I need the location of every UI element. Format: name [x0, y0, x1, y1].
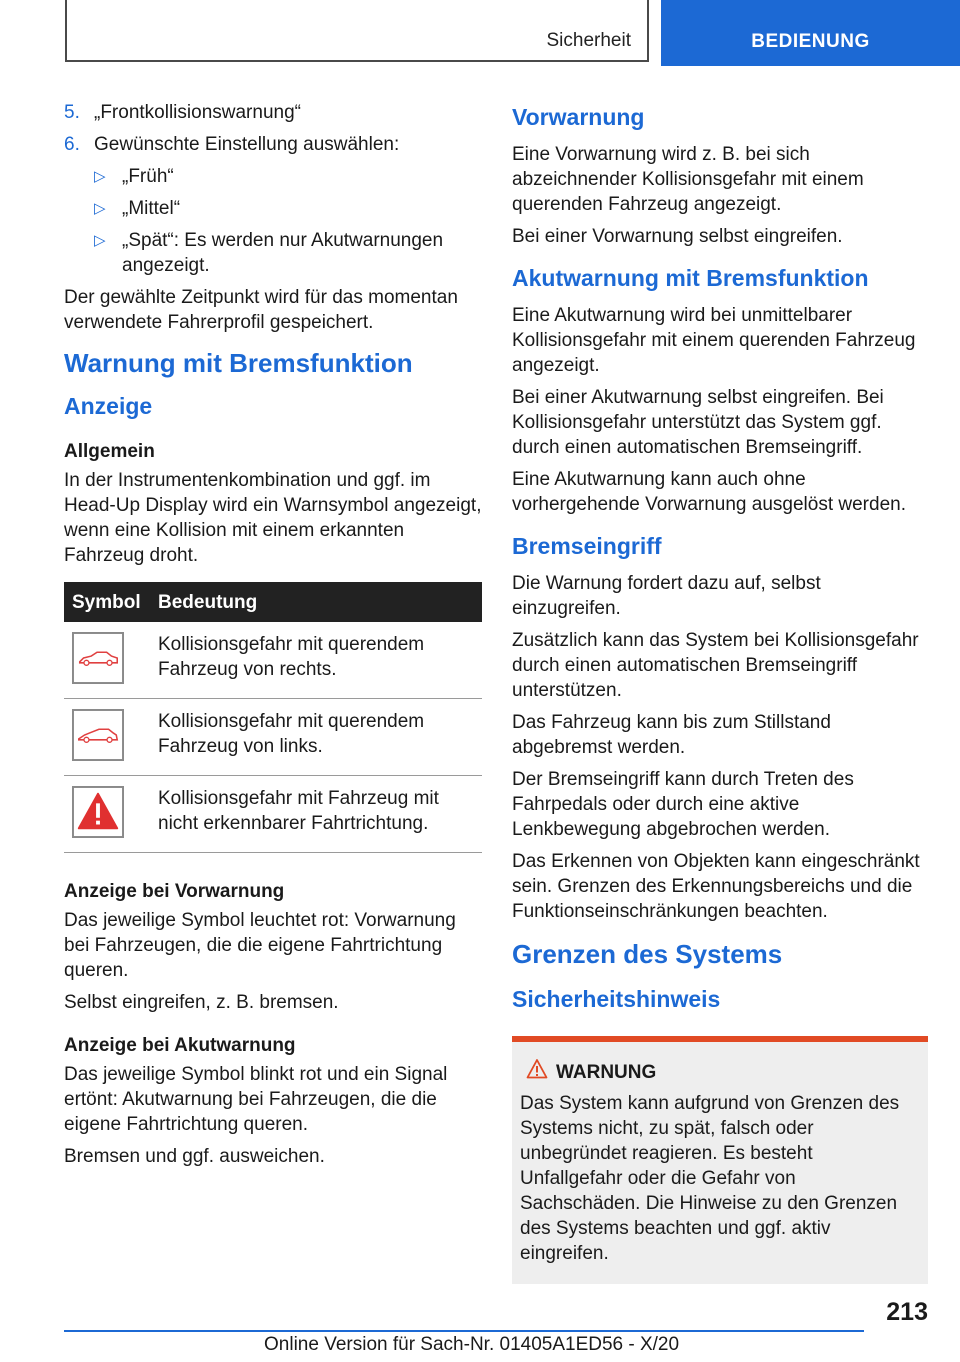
heading-bremseingriff: Bremseingriff — [512, 533, 662, 559]
list-item: 6. Gewünschte Einstellung auswählen: — [64, 134, 400, 155]
paragraph: Bei einer Vorwarnung selbst eingreifen. — [512, 226, 843, 247]
heading-vorwarnung-anzeige: Anzeige bei Vorwarnung — [64, 881, 285, 902]
paragraph: Eine Akutwarnung wird bei unmittelbarer Kollisionsgefahr mit einem querenden Fahrzeug angezeigt. — [512, 305, 916, 376]
paragraph: Das jeweilige Symbol blinkt rot und ein Signal ertönt: Akutwarnung bei Fahrzeugen, die die eigene Fahrtrichtung queren. — [64, 1064, 448, 1135]
paragraph: Selbst eingreifen, z. B. bremsen. — [64, 992, 339, 1013]
paragraph: Das Erkennen von Objekten kann eingeschränkt sein. Grenzen des Erkennungsbereichs und die Funktionseinschränkungen beachten. — [512, 851, 920, 922]
bullet-triangle-icon: ▷ — [94, 232, 106, 249]
warning-title: WARNUNG — [520, 1060, 920, 1085]
table-header-row — [64, 582, 482, 622]
heading-allgemein: Allgemein — [64, 441, 155, 462]
bullet-triangle-icon: ▷ — [94, 200, 106, 217]
list-item: ▷ „Früh“ — [94, 166, 174, 187]
paragraph: Das Fahrzeug kann bis zum Stillstand abgebremst werden. — [512, 712, 831, 758]
numbered-list — [64, 100, 482, 157]
section-tab: Sicherheit — [65, 0, 649, 62]
symbol-table — [64, 582, 482, 853]
paragraph: In der Instrumentenkombination und ggf. im Head-Up Display wird ein Warnsymbol angezeigt, wenn eine Kollision mit einem erkannten Fahrzeug droht. — [64, 470, 482, 566]
warning-box — [512, 1036, 928, 1284]
car-right-icon — [72, 632, 124, 684]
table-row — [64, 622, 482, 699]
list-item: ▷ „Spät“: Es werden nur Akutwarnungen angezeigt. — [94, 230, 444, 276]
heading-sicherheitshinweis: Sicherheitshinweis — [512, 986, 721, 1012]
list-item: 5. „Frontkollisionswarnung“ — [64, 102, 301, 123]
left-column — [64, 100, 482, 1176]
table-row — [64, 776, 482, 853]
paragraph: Die Warnung fordert dazu auf, selbst einzugreifen. — [512, 573, 821, 619]
page-number: 213 — [886, 1298, 928, 1326]
list-item: ▷ „Mittel“ — [94, 198, 181, 219]
paragraph: Bei einer Akutwarnung selbst eingreifen. Bei Kollisionsgefahr unterstützt das System ggf. durch einen automatischen Bremseingriff. — [512, 387, 884, 458]
paragraph: Eine Vorwarnung wird z. B. bei sich abzeichnender Kollisionsgefahr mit einem querenden Fahrzeug angezeigt. — [512, 144, 864, 215]
paragraph: Der gewählte Zeitpunkt wird für das momentan verwendete Fahrerprofil gespeichert. — [64, 287, 458, 333]
warning-icon — [526, 1058, 548, 1080]
heading-vorwarnung: Vorwarnung — [512, 104, 645, 130]
table-cell: Kollisionsgefahr mit querendem Fahrzeug von links. — [150, 699, 482, 776]
right-column — [512, 100, 928, 1284]
page-header — [0, 0, 960, 66]
paragraph: Bremsen und ggf. ausweichen. — [64, 1146, 325, 1167]
heading-grenzen: Grenzen des Systems — [512, 939, 783, 969]
heading-akutwarnung: Akutwarnung mit Bremsfunktion — [512, 265, 869, 291]
table-row — [64, 699, 482, 776]
warning-text: Das System kann aufgrund von Grenzen des Systems nicht, zu spät, falsch oder unbegründet reagieren. Es besteht Unfallgefahr oder die Gefahr von Sachschäden. Die Hinweise zu den Grenzen des Systems beachten und ggf. aktiv eingreifen. — [520, 1093, 900, 1264]
table-header-meaning: Bedeutung — [150, 582, 482, 622]
heading-warnung: Warnung mit Bremsfunktion — [64, 348, 413, 378]
table-cell: Kollisionsgefahr mit querendem Fahrzeug von rechts. — [150, 622, 482, 699]
table-header-symbol: Symbol — [64, 582, 150, 622]
heading-akut-anzeige: Anzeige bei Akutwarnung — [64, 1035, 296, 1056]
table-cell: Kollisionsgefahr mit Fahrzeug mit nicht erkennbarer Fahrtrichtung. — [150, 776, 482, 853]
paragraph: Das jeweilige Symbol leuchtet rot: Vorwarnung bei Fahrzeugen, die die eigene Fahrtrichtung queren. — [64, 910, 456, 981]
option-list — [64, 164, 482, 278]
footer-text: Online Version für Sach-Nr. 01405A1ED56 - X/20 — [264, 1334, 680, 1355]
paragraph: Der Bremseingriff kann durch Treten des Fahrpedals oder durch eine aktive Lenkbewegung abgebrochen werden. — [512, 769, 854, 840]
paragraph: Eine Akutwarnung kann auch ohne vorhergehende Vorwarnung ausgelöst werden. — [512, 469, 906, 515]
warning-triangle-icon — [72, 786, 124, 838]
car-left-icon — [72, 709, 124, 761]
bullet-triangle-icon: ▷ — [94, 168, 106, 185]
paragraph: Zusätzlich kann das System bei Kollisionsgefahr durch einen automatischen Bremseingriff unterstützen. — [512, 630, 919, 701]
heading-anzeige: Anzeige — [64, 393, 153, 419]
chapter-tab: BEDIENUNG — [661, 0, 960, 66]
